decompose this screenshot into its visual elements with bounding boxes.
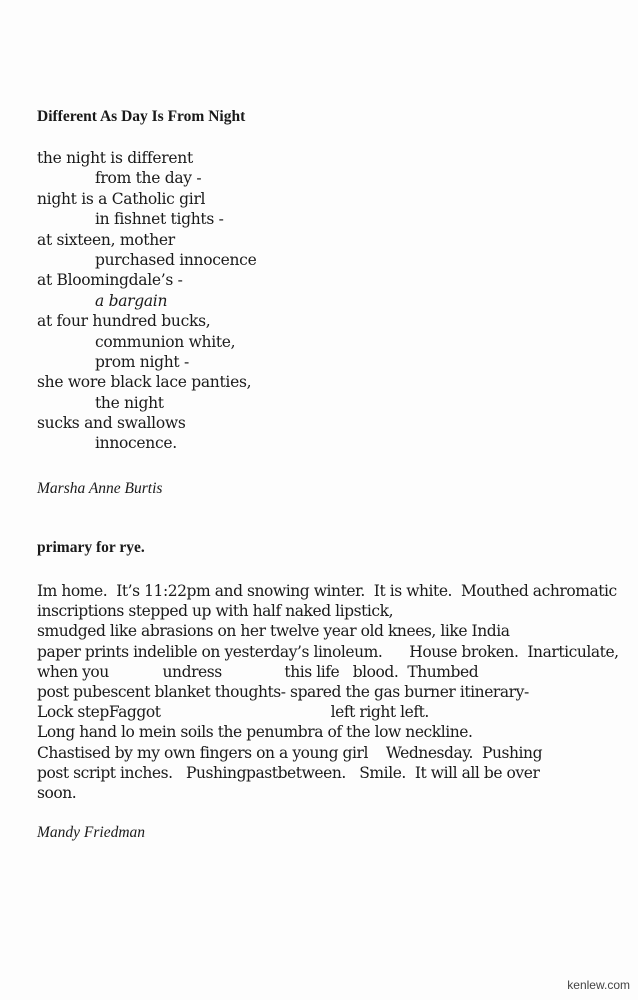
poem1-line: night is a Catholic girl — [37, 189, 206, 208]
poem2-line: smudged like abrasions on her twelve year old knees, like India — [37, 622, 510, 641]
poem1-line: in fishnet tights - — [95, 210, 224, 229]
poem1-line: purchased innocence — [95, 250, 257, 269]
poem2-line: Long hand lo mein soils the penumbra of the low neckline. — [37, 723, 473, 742]
poem1-line: a bargain — [95, 291, 168, 310]
poem1-author: Marsha Anne Burtis — [37, 480, 163, 497]
poem1-line: communion white, — [95, 332, 236, 351]
poem2-line: Chastised by my own fingers on a young girl Wednesday. Pushing — [37, 743, 543, 762]
poem1-line: at sixteen, mother — [37, 230, 175, 249]
poem2-line: paper prints indelible on yesterday’s linoleum. House broken. Inarticulate, — [37, 642, 619, 661]
poem2-author: Mandy Friedman — [37, 824, 146, 841]
poem2-line: when you undress this life blood. Thumbed — [37, 662, 479, 681]
poem1-line: innocence. — [95, 434, 177, 453]
poem1-line: at Bloomingdale’s - — [37, 271, 183, 290]
watermark: kenlew.com — [567, 978, 630, 992]
poem1-line: the night — [95, 393, 164, 412]
poem2-title: primary for rye. — [37, 539, 145, 556]
poem1-line: prom night - — [95, 352, 189, 371]
poem2-body — [37, 581, 619, 803]
poem2-line: post pubescent blanket thoughts- spared the gas burner itinerary- — [37, 682, 529, 701]
poem1-line: she wore black lace panties, — [37, 373, 252, 392]
poem1-title: Different As Day Is From Night — [37, 108, 246, 125]
poem1-line: at four hundred bucks, — [37, 312, 211, 331]
poem2-line: soon. — [37, 783, 77, 802]
poem2-line: Lock stepFaggot left right left. — [37, 703, 429, 722]
poem1-line: sucks and swallows — [37, 414, 186, 433]
poem1-line: the night is different — [37, 149, 193, 167]
poem2-line: Im home. It’s 11:22pm and snowing winter. It is white. Mouthed achromatic — [37, 582, 617, 600]
poem2-line: post script inches. Pushingpastbetween. Smile. It will all be over — [37, 763, 540, 782]
poem2-line: inscriptions stepped up with half naked lipstick, — [37, 602, 394, 621]
poem1-line: from the day - — [95, 169, 202, 188]
poem1-body — [37, 148, 256, 454]
